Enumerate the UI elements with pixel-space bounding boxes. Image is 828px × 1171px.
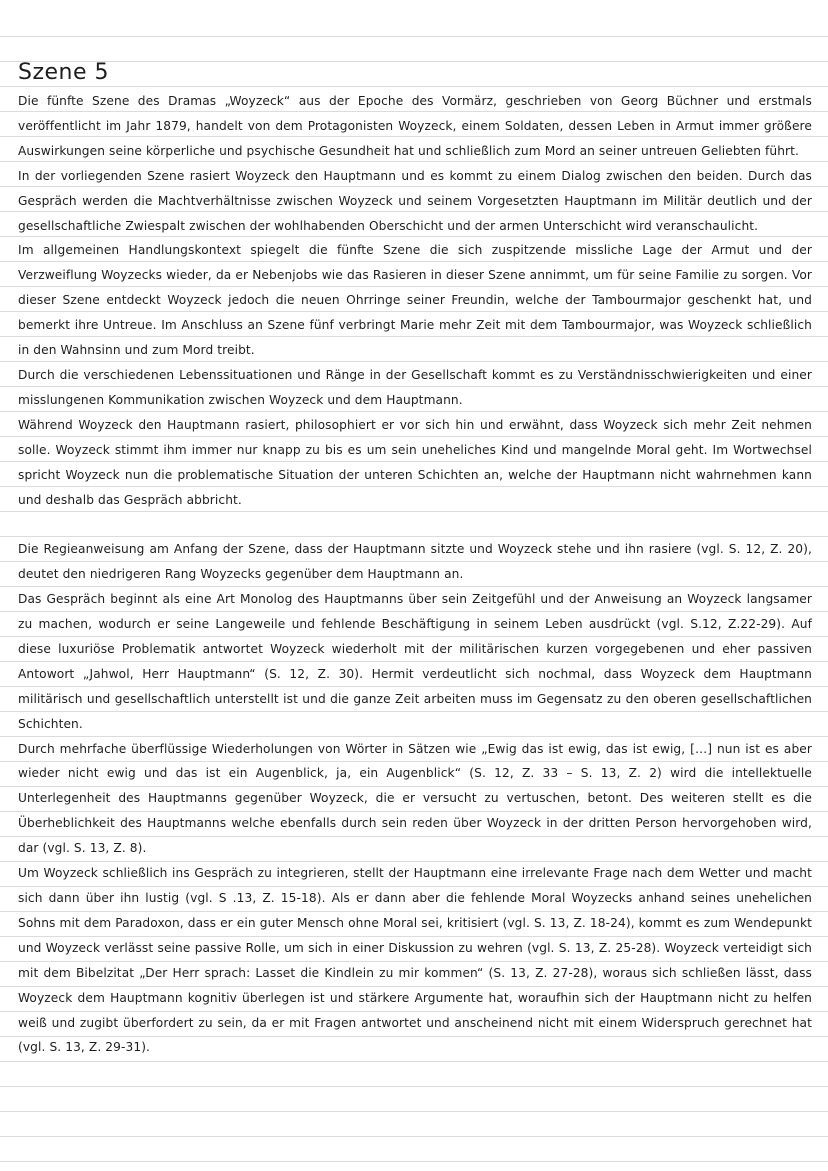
- paragraph-monologue: Das Gespräch beginnt als eine Art Monolog des Hauptmanns über sein Zeitgefühl und der Anweisung an Woyzeck langsamer zu machen, wodurch er seine Langeweile und fehlende Beschäftigung in seinem Leben ausdrückt (vgl. S.12, Z.22-29). Auf diese luxuriöse Problematik antwortet Woyzeck wiederholt mit der militärischen kurzen vorgegebenen und eher passiven Antowort „Jahwol, Herr Hauptmann“ (S. 12, Z. 30). Hermit verdeutlicht sich nochmal, dass Woyzeck dem Hauptmann militärisch und gesellschaftlich unterstellt ist und die ganze Zeit arbeiten muss im Gegensatz zu den oberen gesellschaftlichen Schichten.: [18, 592, 812, 731]
- paragraph-scene-summary: In der vorliegenden Szene rasiert Woyzeck den Hauptmann und es kommt zu einem Dialog zwischen den beiden. Durch das Gespräch werden die Machtverhältnisse zwischen Woyzeck und seinem Vorgesetzten Hauptmann im Militär deutlich und der gesellschaftliche Zwiespalt zwischen der wohlhabenden Oberschicht und der armen Unterschicht wird veranschaulicht.: [18, 168, 812, 233]
- paragraph-repetition: Durch mehrfache überflüssige Wiederholungen von Wörter in Sätzen wie „Ewig das ist ewig, das ist ewig, […] nun ist es aber wieder nicht ewig und das ist ein Augenblick, ja, ein Augenblick“ (S. 12, Z. 33 – S. 13, Z. 2) wird die intellektuelle Unterlegenheit des Hauptmanns gegenüber Woyzeck, die er versucht zu vertuschen, betont. Des weiteren stellt es die Überheblichkeit des Hauptmanns welche ebenfalls durch sein reden über Woyzeck in der dritten Person hervorgehoben wird, dar (vgl. S. 13, Z. 8).: [18, 741, 812, 856]
- paragraph-context: Im allgemeinen Handlungskontext spiegelt die fünfte Szene die sich zuspitzende missliche Lage der Armut und der Verzweiflung Woyzecks wieder, da er Nebenjobs wie das Rasieren in dieser Szene annimmt, um für seine Familie zu sorgen. Vor dieser Szene entdeckt Woyzeck jedoch die neuen Ohrringe seiner Freundin, welche der Tambourmajor geschenkt hat, und bemerkt ihre Untreue. Im Anschluss an Szene fünf verbringt Marie mehr Zeit mit dem Tambourmajor, was Woyzeck schließlich in den Wahnsinn und zum Mord treibt.: [18, 243, 812, 358]
- paragraph-gap: [18, 512, 812, 537]
- page-title: Szene 5: [18, 60, 110, 85]
- document-body: [18, 58, 812, 1060]
- paragraph-turning-point: Um Woyzeck schließlich ins Gespräch zu integrieren, stellt der Hauptmann eine irrelevante Frage nach dem Wetter und macht sich dann über ihn lustig (vgl. S .13, Z. 15-18). Als er dann aber die fehlende Moral Woyzecks anhand seines unehelichen Sohns mit dem Paradoxon, dass er ein guter Mensch ohne Moral sei, kritisiert (vgl. S. 13, Z. 18-24), kommt es zum Wendepunkt und Woyzeck verlässt seine passive Rolle, um sich in einer Diskussion zu wehren (vgl. S. 13, Z. 25-28). Woyzeck verteidigt sich mit dem Bibelzitat „Der Herr sprach: Lasset die Kindlein zu mir kommen“ (S. 13, Z. 27-28), woraus sich schließen lässt, dass Woyzeck dem Hauptmann kognitiv überlegen ist und stärkere Argumente hat, woraufhin sich der Hauptmann nicht zu helfen weiß und zugibt überfordert zu sein, da er mit Fragen antwortet und anscheinend nicht mit einem Widerspruch gerechnet hat (vgl. S. 13, Z. 29-31).: [18, 866, 812, 1055]
- paragraph-introduction: Die fünfte Szene des Dramas „Woyzeck“ aus der Epoche des Vormärz, geschrieben von Georg Büchner und erstmals veröffentlicht im Jahr 1879, handelt von dem Protagonisten Woyzeck, einem Soldaten, dessen Leben in Armut immer größere Auswirkungen seine körperliche und psychische Gesundheit hat und schließlich zum Mord an seiner untreuen Geliebten führt.: [18, 94, 812, 158]
- paragraph-stage-direction: Die Regieanweisung am Anfang der Szene, dass der Hauptmann sitzte und Woyzeck stehe und ihn rasiere (vgl. S. 12, Z. 20), deutet den niedrigeren Rang Woyzecks gegenüber dem Hauptmann an.: [18, 542, 812, 582]
- paragraph-communication: Durch die verschiedenen Lebenssituationen und Ränge in der Gesellschaft kommt es zu Verständnisschwierigkeiten und einer misslungenen Kommunikation zwischen Woyzeck und dem Hauptmann.: [18, 367, 812, 407]
- paragraph-dialogue-summary: Während Woyzeck den Hauptmann rasiert, philosophiert er vor sich hin und erwähnt, dass Woyzeck sich mehr Zeit nehmen solle. Woyzeck stimmt ihm immer nur knapp zu bis es um sein uneheliches Kind und mangelnde Moral geht. Im Wortwechsel spricht Woyzeck nun die problematische Situation der unteren Schichten an, welche der Hauptmann nicht wahrnehmen kann und deshalb das Gespräch abbricht.: [18, 417, 812, 507]
